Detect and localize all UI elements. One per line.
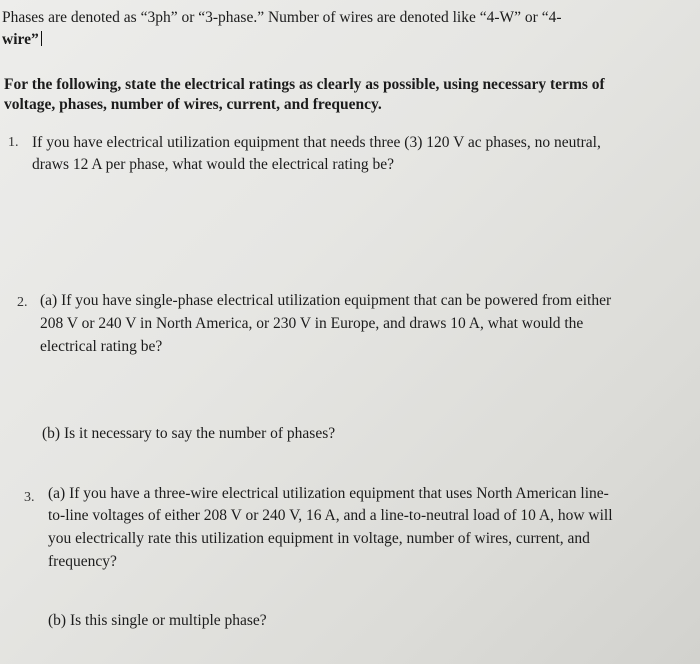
question-2-number: 2. — [17, 295, 28, 310]
question-3-line-3: you electrically rate this utilization equipment in voltage, number of wires, current, and — [48, 530, 590, 547]
question-3-number: 3. — [24, 490, 35, 505]
question-1-line-1: If you have electrical utilization equipment that needs three (3) 120 V ac phases, no neutral, — [32, 134, 601, 151]
header-line-1: Phases are denoted as “3ph” or “3-phase.” Number of wires are denoted like “4-W” or “4- — [2, 9, 562, 26]
question-3-part-b: (b) Is this single or multiple phase? — [48, 612, 267, 629]
question-3-line-4: frequency? — [48, 553, 117, 570]
question-2-line-1: (a) If you have single-phase electrical utilization equipment that can be powered from either — [40, 292, 612, 309]
header-line-2 — [2, 31, 42, 49]
header-line-2-text: wire” — [2, 31, 39, 48]
instructions-line-1: For the following, state the electrical ratings as clearly as possible, using necessary terms of — [4, 76, 605, 93]
question-1-line-2: draws 12 A per phase, what would the electrical rating be? — [32, 156, 394, 173]
question-2-part-b: (b) Is it necessary to say the number of phases? — [42, 425, 336, 442]
text-cursor — [41, 31, 42, 46]
question-1-number: 1. — [8, 135, 19, 150]
question-3-line-1: (a) If you have a three-wire electrical utilization equipment that uses North American line- — [48, 485, 609, 502]
instructions-line-2: voltage, phases, number of wires, current, and frequency. — [4, 96, 382, 113]
question-2-line-2: 208 V or 240 V in North America, or 230 V in Europe, and draws 10 A, what would the — [40, 315, 584, 332]
question-3-line-2: to-line voltages of either 208 V or 240 V, 16 A, and a line-to-neutral load of 10 A, how will — [48, 507, 613, 524]
question-2-line-3: electrical rating be? — [40, 338, 163, 355]
